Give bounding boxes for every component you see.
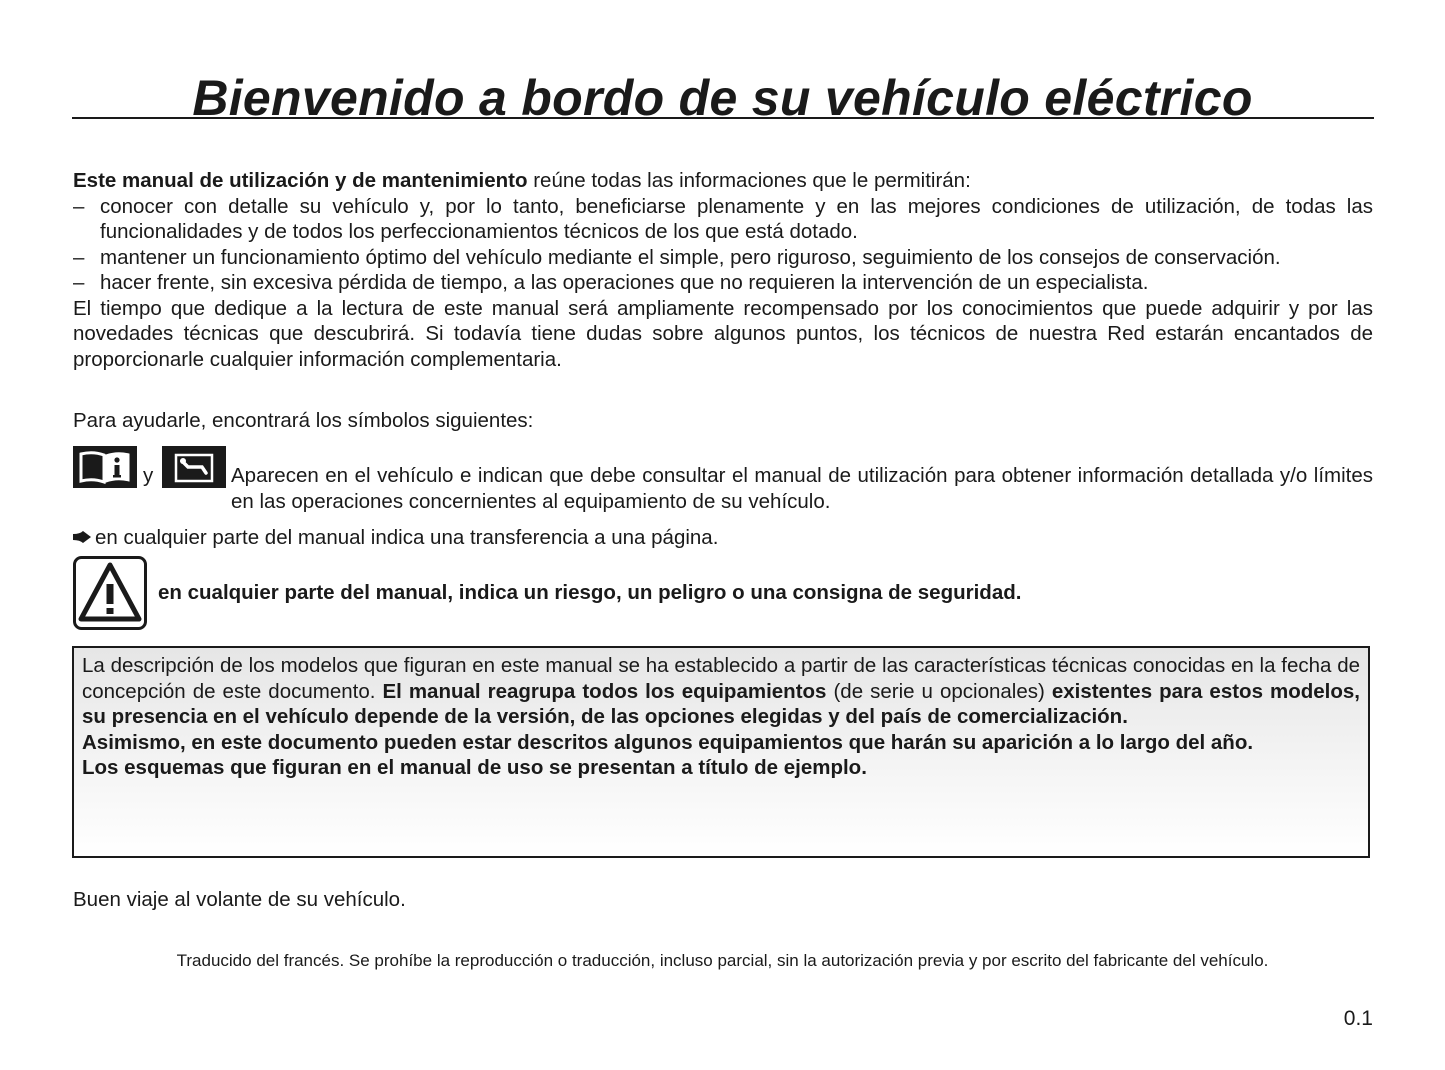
- list-item: – mantener un funcionamiento óptimo del vehículo mediante el simple, pero riguroso, seguimiento de los consejos de conservación.: [73, 245, 1281, 269]
- notice-paragraph: Asimismo, en este documento pueden estar descritos algunos equipamientos que harán su aparición a lo largo del año.: [82, 730, 1254, 754]
- list-item: – hacer frente, sin excesiva pérdida de tiempo, a las operaciones que no requieren la intervención de un especialista.: [73, 271, 1149, 294]
- warning-icon: [73, 556, 147, 630]
- title-underline: [72, 117, 1374, 119]
- arrow-right-icon: [73, 525, 95, 551]
- book-info-icon: [73, 446, 137, 488]
- intro-lead: [73, 168, 1373, 194]
- intro-lead-bold: Este manual de utilización y de mantenimiento: [73, 169, 528, 192]
- wrench-icon: [162, 446, 226, 488]
- intro-section: [73, 168, 1373, 372]
- notice-paragraph: Los esquemas que figuran en el manual de uso se presentan a título de ejemplo.: [82, 756, 867, 779]
- transfer-note: [73, 525, 718, 551]
- intro-closing: El tiempo que dedique a la lectura de este manual será ampliamente recompensado por los conocimientos que puede adquirir y por las novedades técnicas que descubrirá. Si todavía tiene dudas sobre algunos puntos, los técnicos de nuestra Red estarán encantados de proporcionarle cualquier información complementaria.: [73, 296, 1373, 371]
- warning-row: [73, 556, 1373, 630]
- symbols-row: [73, 446, 1373, 516]
- transfer-text: en cualquier parte del manual indica una transferencia a una página.: [95, 526, 719, 549]
- closing-line: Buen viaje al volante de su vehículo.: [73, 888, 406, 911]
- page-number: 0.1: [1343, 1007, 1373, 1030]
- warning-text: en cualquier parte del manual, indica un riesgo, un peligro o una consigna de seguridad.: [158, 581, 1022, 604]
- notice-box: [72, 646, 1370, 858]
- symbols-description: Aparecen en el vehículo e indican que debe consultar el manual de utilización para obtener información detallada y/o límites en las operaciones concernientes al equipamiento de su vehículo.: [231, 464, 1373, 513]
- list-item: – conocer con detalle su vehículo y, por lo tanto, beneficiarse plenamente y en las mejores condiciones de utilización, de todas las funcionalidades y de todos los perfeccionamientos técnicos de los que está dotado.: [73, 194, 1373, 243]
- intro-lead-rest: reúne todas las informaciones que le permitirán:: [527, 169, 971, 192]
- page-title: Bienvenido a bordo de su vehículo eléctrico: [192, 70, 1253, 126]
- help-text: Para ayudarle, encontrará los símbolos siguientes:: [73, 409, 534, 432]
- and-word: y: [143, 464, 154, 487]
- notice-paragraph: La descripción de los modelos que figuran en este manual se ha establecido a partir de las características técnicas conocidas en la fecha de concepción de este documento. El manual reagrupa todos los equipamientos (de serie u opcionales) existentes para estos modelos, su presencia en el vehículo depende de la versión, de las opciones elegidas y del país de comercialización.: [82, 654, 1360, 728]
- footnote: Traducido del francés. Se prohíbe la reproducción o traducción, incluso parcial, sin la autorización previa y por escrito del fabricante del vehículo.: [176, 951, 1269, 970]
